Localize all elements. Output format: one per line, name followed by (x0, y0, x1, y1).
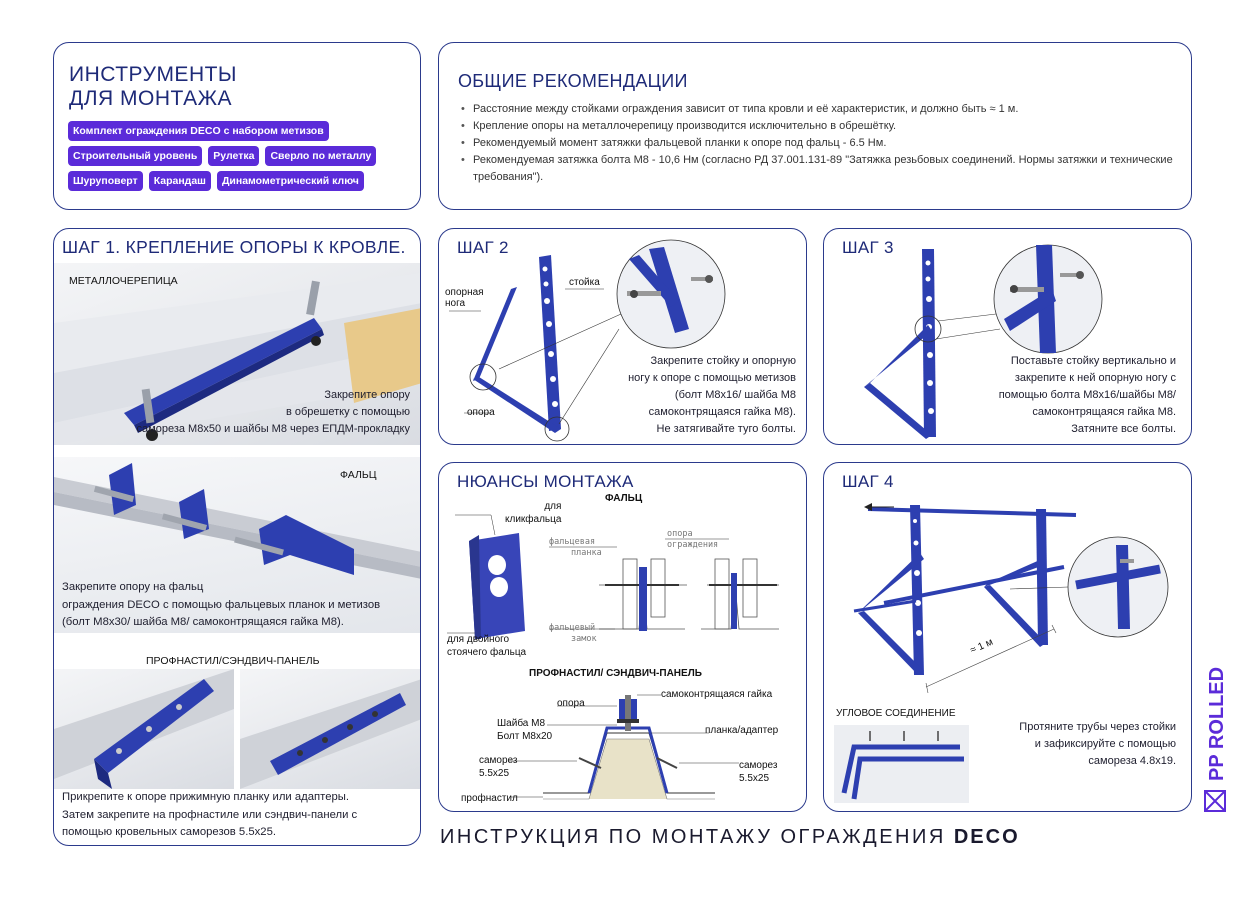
falc-label: ФАЛЬЦ (340, 469, 377, 481)
tools-chips (68, 121, 406, 196)
prof-cap-line: Затем закрепите на профнастиле или сэндвич-панели с (62, 808, 358, 821)
lbl-click-falc (505, 501, 561, 526)
rec-item: • Расстояние между стойками ограждения зависит от типа кровли и её характеристик, и должно быть ≈ 1 м. (461, 101, 1173, 118)
step4-panel (823, 462, 1192, 812)
chip-torque-wrench: Динамометрический ключ (217, 171, 364, 191)
nuances-panel (438, 462, 807, 812)
profile-illustration-left (54, 669, 234, 789)
pp-rolled-logo (1201, 625, 1229, 815)
tools-title-line2: ДЛЯ МОНТАЖА (69, 87, 233, 111)
step2-cap-line: ногу к опоре с помощью метизов (628, 372, 796, 385)
lbl-p-washer-bolt (497, 717, 552, 743)
step3-cap-line: самоконтрящаяся гайка М8. (1032, 406, 1176, 419)
nuances-falc-label: ФАЛЬЦ (605, 493, 643, 504)
chip-pencil: Карандаш (149, 171, 211, 191)
metal-tile-caption (137, 387, 410, 438)
step2-cap-line: самоконтрящаяся гайка М8). (648, 406, 796, 419)
lbl-click-line1: для (544, 501, 562, 512)
chip-drill-bit: Сверло по металлу (265, 146, 376, 166)
prof-cap-line: помощью кровельных саморезов 5.5х25. (62, 826, 276, 838)
recommendations-list (461, 101, 1173, 186)
step3-cap-line: Поставьте стойку вертикально и (1010, 355, 1176, 367)
logo-text: PP ROLLED (1206, 666, 1228, 781)
lbl-p-screw-left (479, 754, 518, 780)
step2-panel (438, 228, 807, 445)
metal-cap-line: самореза М8х50 и шайбы М8 через ЕПДМ-прокладку (136, 423, 410, 436)
rec-item: • Рекомендуемый момент затяжки фальцевой планки к опоре под фальц - 6.5 Нм. (461, 135, 1173, 152)
step3-caption (999, 353, 1176, 438)
step3-cap-line: помощью болта М8х16/шайбы М8/ (998, 389, 1176, 402)
chip-kit: Комплект ограждения DECO с набором метизов (68, 121, 329, 141)
nuances-profile-title: ПРОФНАСТИЛ/ СЭНДВИЧ-ПАНЕЛЬ (529, 668, 702, 679)
lbl-falc-lock (549, 623, 597, 646)
lbl-double-line2: стоячего фальца (447, 646, 527, 658)
step4-caption (1019, 719, 1176, 770)
lbl-p-screw-l2: 5.5х25 (479, 768, 510, 779)
tools-title (69, 63, 237, 111)
lbl-p-screw-l1: саморез (479, 755, 518, 766)
step1-panel (53, 228, 421, 846)
lbl-double-falc (447, 634, 526, 659)
lbl-guard-line2: ограждения (667, 540, 719, 551)
profile-illustration-right (240, 669, 421, 789)
step2-label-leg (445, 287, 484, 309)
tools-panel (53, 42, 421, 210)
prof-cap-line: Прикрепите к опоре прижимную планку или адаптеры. (62, 791, 350, 803)
falc-caption (62, 579, 380, 632)
lbl-p-screw-r1: саморез (739, 760, 778, 771)
lbl-p-screw-right (739, 759, 778, 785)
chip-level: Строительный уровень (68, 146, 202, 166)
lbl-click-line2: кликфальца (505, 513, 562, 525)
step2-cap-line: Закрепите стойку и опорную (650, 355, 796, 367)
lbl-falc-plank (549, 537, 602, 559)
lbl-p-profile: профнастил (461, 793, 518, 804)
step2-title: ШАГ 2 (457, 238, 509, 257)
chip-tape: Рулетка (208, 146, 259, 166)
nuances-title: НЮАНСЫ МОНТАЖА (457, 472, 634, 491)
lbl-guard-support (667, 529, 718, 551)
step2-label-leg-line1: опорная (445, 287, 484, 298)
lbl-double-line1: для двойного (447, 634, 510, 645)
step4-dimension: ≈ 1 м (968, 636, 995, 657)
step2-label-post: стойка (569, 277, 600, 288)
lbl-p-screw-r2: 5.5х25 (739, 773, 770, 784)
step4-cap-line: Протяните трубы через стойки (1019, 721, 1176, 733)
step2-label-leg-line2: нога (445, 298, 466, 309)
step3-title: ШАГ 3 (842, 238, 894, 257)
step3-panel (823, 228, 1192, 445)
tools-title-line1: ИНСТРУМЕНТЫ (69, 63, 238, 86)
step2-cap-line: Не затягивайте туго болты. (656, 423, 796, 436)
step3-cap-line: закрепите к ней опорную ногу с (1014, 372, 1176, 385)
profile-caption (62, 789, 357, 842)
falc-cap-line: Закрепите опору на фальц (62, 581, 204, 593)
metal-cap-line: в обрешетку с помощью (285, 406, 410, 419)
lbl-plank-line1: фальцевая (549, 537, 596, 547)
step1-title: ШАГ 1. КРЕПЛЕНИЕ ОПОРЫ К КРОВЛЕ. (62, 237, 406, 257)
recommendations-panel (438, 42, 1192, 210)
falc-cap-line: (болт М8х30/ шайба М8/ самоконтрящаяся гайка М8). (62, 616, 344, 628)
footer-title-text: ИНСТРУКЦИЯ ПО МОНТАЖУ ОГРАЖДЕНИЯ (440, 826, 946, 848)
lbl-p-washer: Шайба М8 (497, 718, 546, 729)
step2-label-support: опора (467, 407, 495, 418)
lbl-lock-line1: фальцевый (549, 623, 596, 633)
lbl-lock-line2: замок (571, 634, 597, 645)
profile-photo-left (54, 669, 234, 789)
falc-cap-line: ограждения DECO с помощью фальцевых планок и метизов (62, 598, 381, 611)
step4-title: ШАГ 4 (842, 472, 894, 491)
footer-title (440, 826, 1020, 849)
step4-corner-label: УГЛОВОЕ СОЕДИНЕНИЕ (836, 708, 956, 719)
rec-item: • Крепление опоры на металлочерепицу производится исключительно в обрешётку. (461, 118, 1173, 135)
profile-label: ПРОФНАСТИЛ/СЭНДВИЧ-ПАНЕЛЬ (146, 655, 320, 667)
chips-row-2 (68, 146, 406, 166)
step2-cap-line: (болт М8х16/ шайба М8 (674, 389, 796, 402)
rec-item: • Рекомендуемая затяжка болта М8 - 10,6 Нм (согласно РД 37.001.131-89 "Затяжка резьбовых соединений. Нормы затяжки и технические требования"). (461, 152, 1173, 186)
lbl-p-plank: планка/адаптер (705, 725, 779, 736)
lbl-guard-line1: опора (667, 529, 693, 539)
lbl-plank-line2: планка (571, 548, 602, 559)
logo-mark-icon (1205, 791, 1225, 811)
metal-cap-line: Закрепите опору (324, 389, 410, 401)
recommendations-title: ОБЩИЕ РЕКОМЕНДАЦИИ (458, 71, 688, 91)
chips-row-1 (68, 121, 406, 141)
step2-caption (628, 353, 796, 438)
lbl-p-nut: самоконтрящаяся гайка (661, 689, 773, 700)
chips-row-3 (68, 171, 406, 191)
chip-screwdriver: Шуруповерт (68, 171, 143, 191)
lbl-p-bolt: Болт М8х20 (497, 731, 553, 742)
step4-cap-line: и зафиксируйте с помощью (1034, 738, 1176, 751)
step3-cap-line: Затяните все болты. (1071, 423, 1176, 436)
step4-cap-line: самореза 4.8х19. (1088, 755, 1176, 768)
metal-tile-label: МЕТАЛЛОЧЕРЕПИЦА (69, 275, 178, 287)
footer-brand: DECO (953, 826, 1020, 848)
lbl-p-support: опора (557, 698, 585, 709)
profile-photo-right (240, 669, 421, 789)
